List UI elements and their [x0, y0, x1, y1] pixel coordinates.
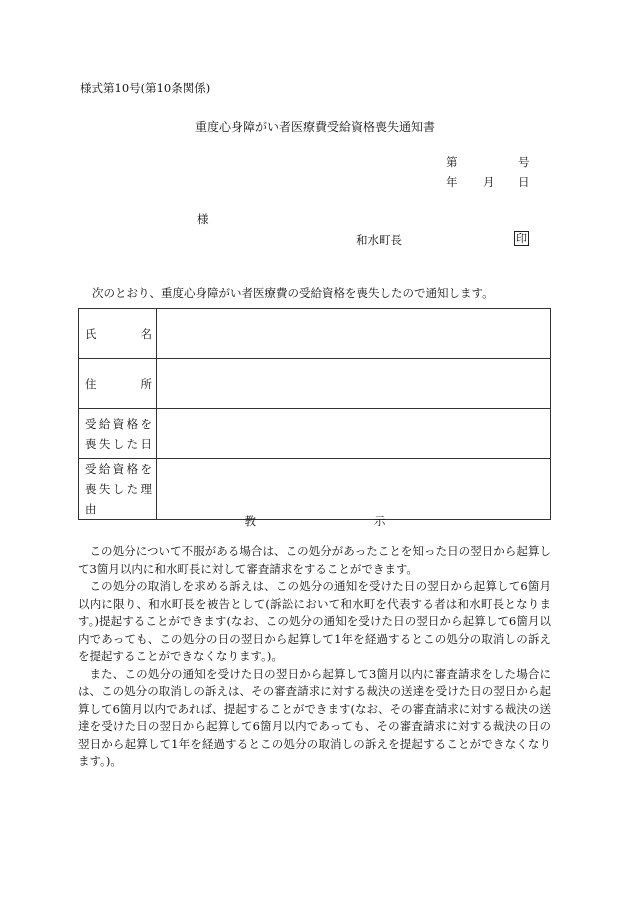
- intro-text: 次のとおり、重度心身障がい者医療費の受給資格を喪失したので通知します。: [92, 286, 494, 300]
- notice-paragraph: また、この処分の通知を受けた日の翌日から起算して3箇月以内に審査請求をした場合には、この処分の取消しの訴えは、その審査請求に対する裁決の送達を受けた日の翌日から起算して6箇月以内であれば、提起することができます(なお、その審査請求に対する裁決の送達を受けた日の翌日から起算して6箇月以内であっても、その審査請求に対する裁決の日の翌日から起算して1年を経過するとこの処分の取消しの訴えを提起することができなくなります。)。: [78, 666, 551, 768]
- date-year-label: 年: [446, 175, 458, 189]
- address-value-cell[interactable]: [157, 359, 551, 409]
- table-row: [79, 409, 551, 459]
- loss-date-label-cell: [79, 409, 157, 459]
- notice-heading-left: 教: [244, 514, 256, 528]
- notice-paragraph: この処分について不服がある場合は、この処分があったことを知った日の翌日から起算して3箇月以内に和水町長に対して審査請求をすることができます。: [78, 544, 551, 576]
- name-label-cell: [79, 309, 157, 359]
- recipient-info-table: [78, 308, 551, 520]
- notice-body: [78, 543, 551, 771]
- address-label: 住 所: [85, 376, 152, 391]
- loss-reason-label-line2: 喪失した理由: [85, 482, 152, 516]
- date-month-label: 月: [483, 175, 495, 189]
- notice-paragraph: この処分の取消しを求める訴えは、この処分の通知を受けた日の翌日から起算して6箇月以内に限り、和水町長を被告として(訴訟において和水町を代表する者は和水町長となります。)提起することができます(なお、この処分の通知を受けた日の翌日から起算して6箇月以内であっても、この処分の日の翌日から起算して1年を経過するとこの処分の取消しの訴えを提起することができなくなります。)。: [78, 579, 551, 663]
- reference-number-label: 第: [446, 155, 458, 169]
- reference-number-suffix: 号: [518, 155, 530, 169]
- loss-reason-value-cell[interactable]: [157, 459, 551, 520]
- addressee-honorific: 様: [197, 212, 209, 226]
- notice-heading-right: 示: [374, 514, 386, 528]
- name-value-cell[interactable]: [157, 309, 551, 359]
- form-number: 様式第10号(第10条関係): [80, 81, 211, 95]
- table-row: [79, 309, 551, 359]
- loss-date-value-cell[interactable]: [157, 409, 551, 459]
- loss-date-label-line2: 喪失した日: [85, 436, 152, 451]
- loss-date-label-line1: 受給資格を: [85, 416, 152, 431]
- date-day-label: 日: [518, 175, 530, 189]
- name-label: 氏 名: [85, 326, 152, 341]
- notice-heading: [0, 516, 630, 528]
- table-row: [79, 359, 551, 409]
- issuer-name: 和水町長: [356, 233, 402, 247]
- loss-reason-label-cell: [79, 459, 157, 520]
- address-label-cell: [79, 359, 157, 409]
- table-row: [79, 459, 551, 520]
- document-title: 重度心身障がい者医療費受給資格喪失通知書: [194, 120, 435, 134]
- loss-reason-label-line1: 受給資格を: [85, 462, 152, 476]
- seal-stamp: 印: [516, 232, 527, 245]
